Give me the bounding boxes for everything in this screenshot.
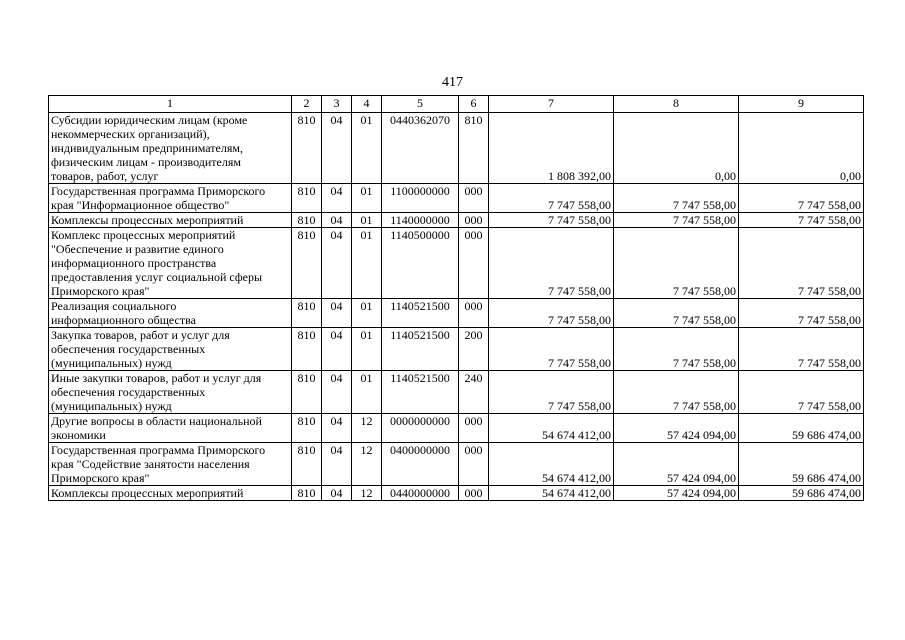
- target-article-code: 1140521500: [382, 371, 459, 414]
- description-line: Государственная программа Приморского: [51, 443, 266, 457]
- column-header: 4: [352, 96, 382, 113]
- description-line: Комплексы процессных мероприятий: [51, 213, 244, 227]
- description-line: индивидуальным предпринимателям,: [51, 141, 243, 155]
- row-description: [49, 213, 292, 228]
- section-code: 04: [322, 228, 352, 299]
- row-description: [49, 113, 292, 184]
- description-line: Приморского края": [51, 471, 150, 485]
- ministry-code: 810: [292, 371, 322, 414]
- description-line: некоммерческих организаций),: [51, 127, 210, 141]
- table-row: [49, 184, 864, 213]
- expense-type-code: 000: [459, 184, 489, 213]
- subsection-code: 01: [352, 299, 382, 328]
- row-description: [49, 486, 292, 501]
- description-line: Комплекс процессных мероприятий: [51, 228, 236, 242]
- target-article-code: 0440000000: [382, 486, 459, 501]
- target-article-code: 1140521500: [382, 328, 459, 371]
- column-header: 5: [382, 96, 459, 113]
- section-code: 04: [322, 113, 352, 184]
- section-code: 04: [322, 299, 352, 328]
- amount-col9: 59 686 474,00: [739, 486, 864, 501]
- amount-col7: 7 747 558,00: [489, 184, 614, 213]
- amount-col8: 7 747 558,00: [614, 299, 739, 328]
- table-row: [49, 486, 864, 501]
- expense-type-code: 000: [459, 213, 489, 228]
- row-description: [49, 299, 292, 328]
- target-article-code: 1140000000: [382, 213, 459, 228]
- section-code: 04: [322, 371, 352, 414]
- amount-col9: 7 747 558,00: [739, 213, 864, 228]
- subsection-code: 01: [352, 213, 382, 228]
- description-line: Другие вопросы в области национальной: [51, 414, 262, 428]
- amount-col8: 7 747 558,00: [614, 228, 739, 299]
- description-line: края "Содействие занятости населения: [51, 457, 250, 471]
- amount-col9: 7 747 558,00: [739, 228, 864, 299]
- expense-type-code: 000: [459, 228, 489, 299]
- description-line: Государственная программа Приморского: [51, 184, 266, 198]
- description-line: информационного общества: [51, 313, 196, 327]
- amount-col8: 7 747 558,00: [614, 328, 739, 371]
- amount-col8: 57 424 094,00: [614, 443, 739, 486]
- subsection-code: 12: [352, 443, 382, 486]
- target-article-code: 1140500000: [382, 228, 459, 299]
- amount-col8: 57 424 094,00: [614, 414, 739, 443]
- description-line: предоставления услуг социальной сферы: [51, 270, 263, 284]
- expense-type-code: 000: [459, 299, 489, 328]
- ministry-code: 810: [292, 113, 322, 184]
- amount-col8: 0,00: [614, 113, 739, 184]
- description-line: (муниципальных) нужд: [51, 399, 172, 413]
- table-row: [49, 414, 864, 443]
- amount-col7: 54 674 412,00: [489, 443, 614, 486]
- row-description: [49, 228, 292, 299]
- description-line: Комплексы процессных мероприятий: [51, 486, 244, 500]
- ministry-code: 810: [292, 414, 322, 443]
- description-line: Иные закупки товаров, работ и услуг для: [51, 371, 262, 385]
- ministry-code: 810: [292, 213, 322, 228]
- target-article-code: 1140521500: [382, 299, 459, 328]
- table-row: [49, 299, 864, 328]
- budget-table: [48, 95, 864, 501]
- row-description: [49, 443, 292, 486]
- description-line: Субсидии юридическим лицам (кроме: [51, 113, 248, 127]
- description-line: обеспечения государственных: [51, 385, 206, 399]
- column-header: 1: [49, 96, 292, 113]
- section-code: 04: [322, 328, 352, 371]
- amount-col7: 54 674 412,00: [489, 486, 614, 501]
- table-row: [49, 228, 864, 299]
- description-line: обеспечения государственных: [51, 342, 206, 356]
- amount-col7: 7 747 558,00: [489, 328, 614, 371]
- amount-col7: 54 674 412,00: [489, 414, 614, 443]
- row-description: [49, 414, 292, 443]
- table-row: [49, 443, 864, 486]
- column-header: 2: [292, 96, 322, 113]
- description-line: товаров, работ, услуг: [51, 169, 159, 183]
- amount-col7: 7 747 558,00: [489, 371, 614, 414]
- description-line: Закупка товаров, работ и услуг для: [51, 328, 230, 342]
- expense-type-code: 000: [459, 414, 489, 443]
- amount-col7: 7 747 558,00: [489, 299, 614, 328]
- column-header: 8: [614, 96, 739, 113]
- amount-col9: 7 747 558,00: [739, 184, 864, 213]
- description-line: (муниципальных) нужд: [51, 356, 172, 370]
- amount-col9: 59 686 474,00: [739, 414, 864, 443]
- ministry-code: 810: [292, 299, 322, 328]
- row-description: [49, 371, 292, 414]
- header-row: [49, 96, 864, 113]
- subsection-code: 01: [352, 328, 382, 371]
- amount-col8: 57 424 094,00: [614, 486, 739, 501]
- amount-col9: 59 686 474,00: [739, 443, 864, 486]
- ministry-code: 810: [292, 228, 322, 299]
- amount-col8: 7 747 558,00: [614, 213, 739, 228]
- row-description: [49, 328, 292, 371]
- section-code: 04: [322, 213, 352, 228]
- expense-type-code: 000: [459, 486, 489, 501]
- amount-col8: 7 747 558,00: [614, 184, 739, 213]
- table-row: [49, 213, 864, 228]
- expense-type-code: 810: [459, 113, 489, 184]
- amount-col8: 7 747 558,00: [614, 371, 739, 414]
- row-description: [49, 184, 292, 213]
- ministry-code: 810: [292, 184, 322, 213]
- column-header: 9: [739, 96, 864, 113]
- ministry-code: 810: [292, 486, 322, 501]
- table-row: [49, 328, 864, 371]
- section-code: 04: [322, 414, 352, 443]
- description-line: Приморского края": [51, 284, 150, 298]
- table-row: [49, 113, 864, 184]
- expense-type-code: 200: [459, 328, 489, 371]
- expense-type-code: 240: [459, 371, 489, 414]
- target-article-code: 0000000000: [382, 414, 459, 443]
- amount-col9: 0,00: [739, 113, 864, 184]
- ministry-code: 810: [292, 443, 322, 486]
- section-code: 04: [322, 184, 352, 213]
- page-number: 417: [442, 75, 463, 90]
- table-row: [49, 371, 864, 414]
- column-header: 7: [489, 96, 614, 113]
- expense-type-code: 000: [459, 443, 489, 486]
- subsection-code: 12: [352, 486, 382, 501]
- amount-col9: 7 747 558,00: [739, 371, 864, 414]
- target-article-code: 1100000000: [382, 184, 459, 213]
- subsection-code: 01: [352, 184, 382, 213]
- subsection-code: 12: [352, 414, 382, 443]
- target-article-code: 0400000000: [382, 443, 459, 486]
- column-header: 6: [459, 96, 489, 113]
- subsection-code: 01: [352, 113, 382, 184]
- ministry-code: 810: [292, 328, 322, 371]
- description-line: "Обеспечение и развитие единого: [51, 242, 224, 256]
- column-header: 3: [322, 96, 352, 113]
- description-line: физическим лицам - производителям: [51, 155, 241, 169]
- description-line: Реализация социального: [51, 299, 177, 313]
- subsection-code: 01: [352, 371, 382, 414]
- subsection-code: 01: [352, 228, 382, 299]
- description-line: края "Информационное общество": [51, 198, 230, 212]
- description-line: информационного пространства: [51, 256, 217, 270]
- target-article-code: 0440362070: [382, 113, 459, 184]
- amount-col7: 7 747 558,00: [489, 228, 614, 299]
- amount-col9: 7 747 558,00: [739, 299, 864, 328]
- amount-col7: 1 808 392,00: [489, 113, 614, 184]
- description-line: экономики: [51, 428, 106, 442]
- amount-col9: 7 747 558,00: [739, 328, 864, 371]
- section-code: 04: [322, 443, 352, 486]
- section-code: 04: [322, 486, 352, 501]
- amount-col7: 7 747 558,00: [489, 213, 614, 228]
